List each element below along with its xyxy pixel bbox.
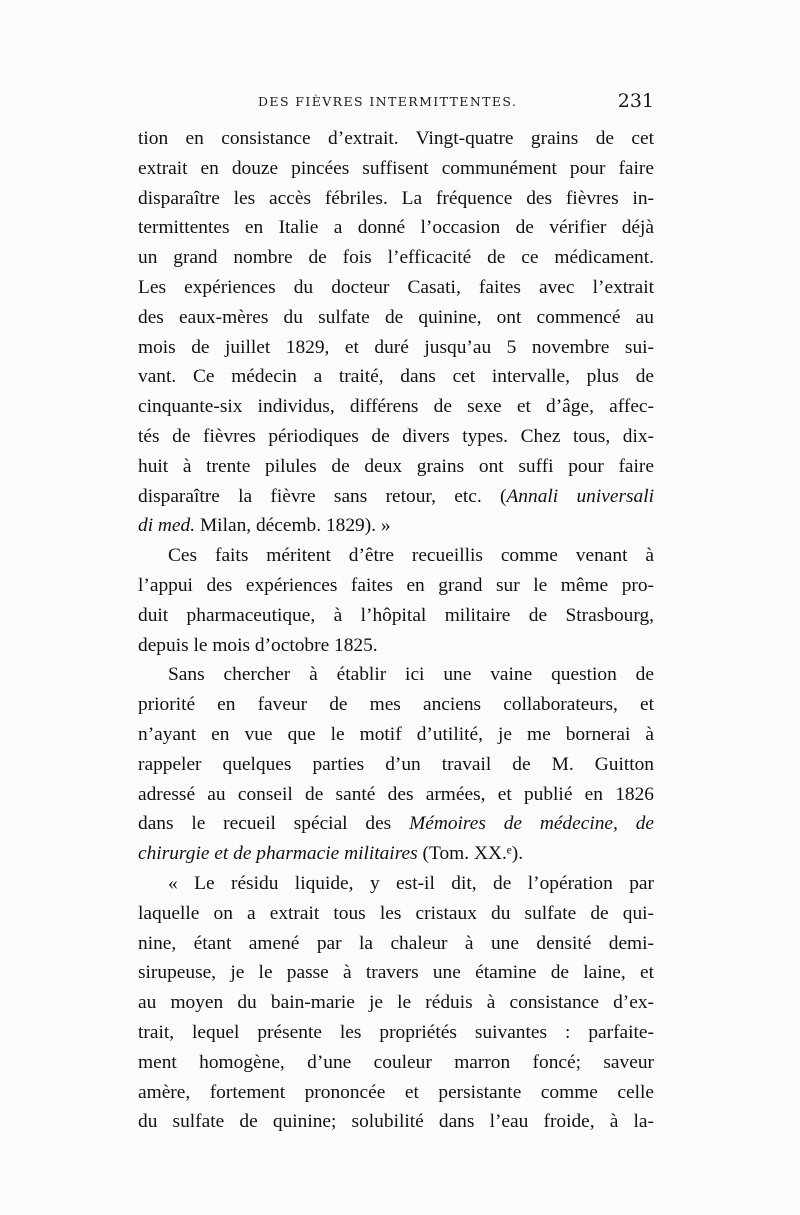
text-line [138,1107,654,1137]
text-line [138,750,654,780]
text-line [138,303,654,333]
running-title: DES FIÈVRES INTERMITTENTES. [258,94,518,109]
text-line [138,839,654,869]
line-text: l’appui des expériences faites en grand sur le même pro- [138,574,654,596]
text-line [138,243,654,273]
text-line [138,124,654,154]
text-line [138,601,654,631]
line-text: rappeler quelques parties d’un travail de M. Guitton [138,753,654,775]
text-line [138,184,654,214]
text-line [138,392,654,422]
italic-text: di med. [138,515,196,537]
line-text: du sulfate de quinine; solubilité dans l’eau froide, à la- [138,1111,654,1133]
line-text: ment homogène, d’une couleur marron foncé; saveur [138,1051,654,1073]
line-text: sirupeuse, je le passe à travers une étamine de laine, et [138,962,654,984]
running-head [138,90,654,116]
line-text: cinquante-six individus, différens de sexe et d’âge, affec- [138,396,654,418]
line-text: Les expériences du docteur Casati, faites avec l’extrait [138,276,654,298]
line-text: adressé au conseil de santé des armées, et publié en 1826 [138,783,654,805]
line-text: termittentes en Italie a donné l’occasion de vérifier déjà [138,217,654,239]
line-text: mois de juillet 1829, et duré jusqu’au 5 novembre sui- [138,336,654,358]
text-line [138,213,654,243]
text-line [138,929,654,959]
line-text: priorité en faveur de mes anciens collaborateurs, et [138,694,654,716]
text-line [138,631,654,661]
line-text: n’ayant en vue que le motif d’utilité, je me bornerai à [138,723,654,745]
text-line [138,869,654,899]
text-line [138,988,654,1018]
line-text: amère, fortement prononcée et persistante comme celle [138,1081,654,1103]
body-text [138,124,654,1137]
line-text: tion en consistance d’extrait. Vingt-quatre grains de cet [138,128,654,149]
text-line [138,422,654,452]
line-text: Ces faits méritent d’être recueillis comme venant à [168,545,654,567]
text-line [138,780,654,810]
line-text: « Le résidu liquide, y est-il dit, de l’opération par [168,872,654,894]
page-number: 231 [617,90,654,112]
line-text: extrait en douze pincées suffisent communément pour faire [138,157,654,179]
text-line [138,1018,654,1048]
text-line [138,1048,654,1078]
text-line [138,899,654,929]
text-line [138,809,654,839]
line-text: des eaux-mères du sulfate de quinine, ont commencé au [138,306,654,328]
text-line [138,720,654,750]
text-line [138,571,654,601]
text-line [138,482,654,512]
line-text: vant. Ce médecin a traité, dans cet intervalle, plus de [138,366,654,388]
italic-text: chirurgie et de pharmacie militaires [138,843,418,865]
text-line [138,154,654,184]
italic-text: Annali universali [506,485,654,507]
text-line [138,958,654,988]
text-line [138,452,654,482]
line-text: laquelle on a extrait tous les cristaux du sulfate de qui- [138,902,654,924]
line-text: (Tom. XX.ᵉ). [417,843,524,865]
text-line [138,333,654,363]
text-line [138,541,654,571]
text-line [138,660,654,690]
line-text: dans le recueil spécial des [138,813,410,835]
text-line [138,273,654,303]
line-text: nine, étant amené par la chaleur à une densité demi- [138,932,654,954]
text-line [138,511,654,541]
line-text: un grand nombre de fois l’efficacité de ce médicament. [138,247,654,269]
line-text: trait, lequel présente les propriétés suivantes : parfaite- [138,1021,654,1043]
text-line [138,362,654,392]
italic-text: Mémoires de médecine, de [409,813,654,835]
line-text: depuis le mois d’octobre 1825. [138,634,378,656]
line-text: tés de fièvres périodiques de divers types. Chez tous, dix- [138,425,654,447]
text-line [138,690,654,720]
line-text: Milan, décemb. 1829). » [195,515,391,537]
line-text: Sans chercher à établir ici une vaine question de [168,664,654,686]
line-text: disparaître la fièvre sans retour, etc. ( [138,485,507,507]
line-text: au moyen du bain-marie je le réduis à consistance d’ex- [138,992,654,1014]
line-text: huit à trente pilules de deux grains ont suffi pour faire [138,455,654,477]
text-line [138,1078,654,1108]
line-text: duit pharmaceutique, à l’hôpital militaire de Strasbourg, [138,604,654,626]
line-text: disparaître les accès fébriles. La fréquence des fièvres in- [138,187,654,209]
